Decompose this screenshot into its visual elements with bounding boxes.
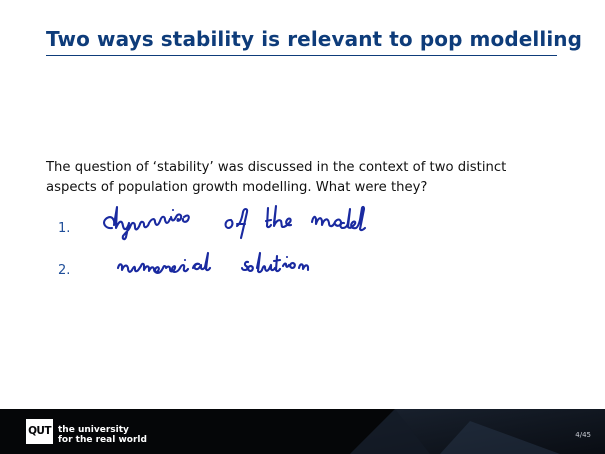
slide-title: Two ways stability is relevant to pop modelling xyxy=(46,27,583,51)
item-number-2: 2. xyxy=(58,263,71,278)
item-number-1: 1. xyxy=(58,221,71,236)
handwriting-answer-2-word-2 xyxy=(242,253,308,272)
handwriting-answer-1-word-1 xyxy=(104,207,189,239)
qut-logo: QUT xyxy=(26,419,53,444)
page-current: 4 xyxy=(575,431,580,439)
university-tagline xyxy=(58,425,147,445)
handwriting-answer-2-word-1 xyxy=(118,253,210,273)
page-number: 4/45 xyxy=(575,431,591,439)
page-total: 45 xyxy=(582,431,591,439)
question-line-2: aspects of population growth modelling. What were they? xyxy=(46,180,428,195)
handwriting-answer-1-word-3 xyxy=(266,206,291,227)
tagline-line-2: for the real world xyxy=(58,435,147,445)
tagline-line-1: the university xyxy=(58,425,129,435)
handwriting-answer-1-word-4 xyxy=(312,207,365,230)
question-line-1: The question of ‘stability’ was discussed in the context of two distinct xyxy=(46,160,507,175)
footer-bar xyxy=(0,409,605,454)
handwriting-answer-1-word-2 xyxy=(226,209,248,238)
